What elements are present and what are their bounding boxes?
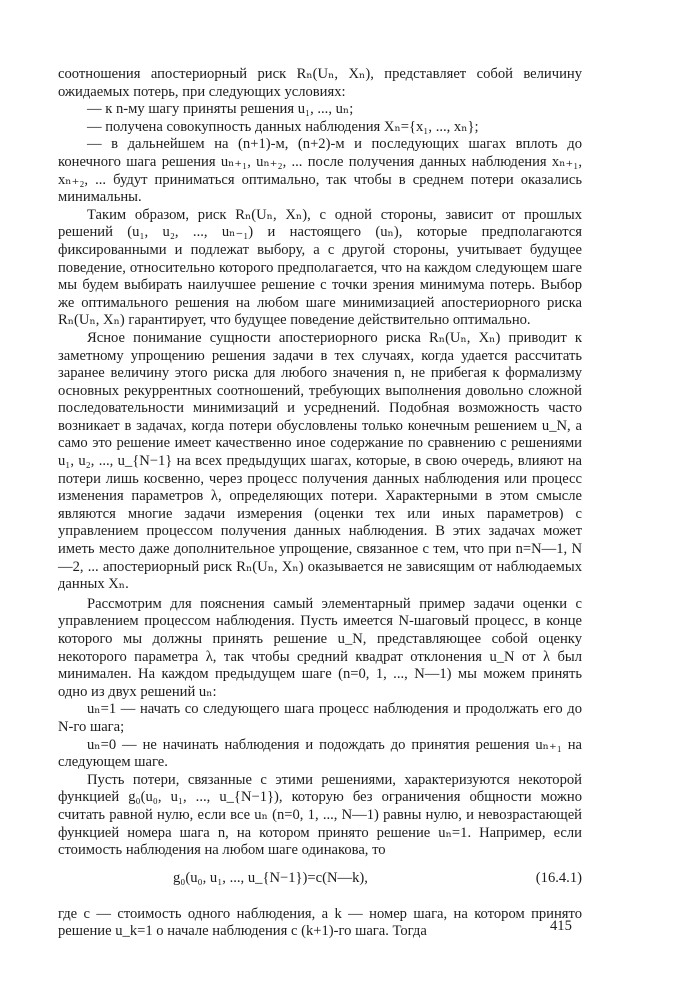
paragraph-losses: Пусть потери, связанные с этими решениями, характеризуются некоторой функцией g₀(u₀, u₁, ..., u_{N−1}), которую без ограничения общности можно считать равной нулю, если все uₙ (n=0, 1, ..., N—1) равны нулю, и невозрастающей функцией номера шага n, на котором принято решение uₙ=1. Например, если стоимость наблюдения на любом шаге одинакова, то (58, 771, 582, 859)
paragraph-risk-understanding: Ясное понимание сущности апостериорного риска Rₙ(Uₙ, Xₙ) приводит к заметному упрощению решения задачи в тех случаях, когда удается рассчитать заранее величину этого риска для любого значения n, не прибегая к формализму основных рекуррентных соотношений, требующих выполнения довольно сложной последовательности минимизаций и усреднений. Подобная возможность часто возникает в задачах, когда потери обусловлены только конечным решением u_N, а само это решение имеет качественно иное содержание по сравнению с решениями u₁, u₂, ..., u_{N−1} на всех предыдущих шагах, которые, в свою очередь, влияют на потери лишь косвенно, через процесс получения данных наблюдения или процесс изменения параметров λ, определяющих потери. Характерными в этом смысле являются многие задачи измерения (оценки тех или иных параметров) с управлением процессом получения данных наблюдения. В этих задачах может иметь место даже дополнительное упрощение, связанное с тем, что при n=N—1, N—2, ... апостериорный риск Rₙ(Uₙ, Xₙ) оказывается не зависящим от наблюдаемых данных Xₙ. (58, 329, 582, 593)
page-number: 415 (550, 918, 572, 934)
paragraph-risk-summary: Таким образом, риск Rₙ(Uₙ, Xₙ), с одной стороны, зависит от прошлых решений (u₁, u₂, ..., uₙ₋₁) и настоящего (uₙ), которые предполагаются фиксированными и подлежат выбору, а с другой стороны, учитывает будущее поведение, относительно которого предполагается, что на каждом следующем шаге мы будем выбирать наилучшее решение с точки зрения минимума потерь. Выбор же оптимального решения на любом шаге минимизацией апостериорного риска Rₙ(Uₙ, Xₙ) гарантирует, что будущее поведение действительно оптимально. (58, 206, 582, 329)
equation: g₀(u₀, u₁, ..., u_{N−1})=c(N—k), (173, 869, 368, 886)
list-item-future-steps: — в дальнейшем на (n+1)-м, (n+2)-м и последующих шагах вплоть до конечного шага решения uₙ₊₁, uₙ₊₂, ... после получения данных наблюдения xₙ₊₁, xₙ₊₂, ... будут приниматься оптимально, так чтобы в среднем потери оказались минимальны. (58, 136, 582, 206)
equation-number: (16.4.1) (535, 869, 582, 886)
paragraph-closing: где c — стоимость одного наблюдения, а k — номер шага, на котором принято решение u_k=1 о начале наблюдения с (k+1)-го шага. Тогда (58, 905, 582, 940)
list-item-decisions: — к n-му шагу приняты решения u₁, ..., uₙ; (87, 101, 354, 118)
paragraph-example: Рассмотрим для пояснения самый элементарный пример задачи оценки с управлением процессом наблюдения. Пусть имеется N-шаговый процесс, в конце которого мы должны принять решение u_N, представляющее собой оценку некоторого параметра λ, так чтобы средний квадрат отклонения u_N от λ был минимален. На каждом предыдущем шаге (n=0, 1, ..., N—1) мы можем принять одно из двух решений uₙ: (58, 595, 582, 700)
list-item-observations: — получена совокупность данных наблюдения Xₙ={x₁, ..., xₙ}; (87, 118, 479, 135)
equation-row (58, 870, 582, 892)
decision-start-observation: uₙ=1 — начать со следующего шага процесс наблюдения и продолжать его до N-го шага; (58, 701, 582, 735)
paragraph-intro: соотношения апостериорный риск Rₙ(Uₙ, Xₙ), представляет собой величину ожидаемых потерь, при следующих условиях: (58, 66, 582, 100)
page-body (58, 66, 582, 941)
decision-wait: uₙ=0 — не начинать наблюдения и подождать до принятия решения uₙ₊₁ на следующем шаге. (58, 736, 582, 771)
